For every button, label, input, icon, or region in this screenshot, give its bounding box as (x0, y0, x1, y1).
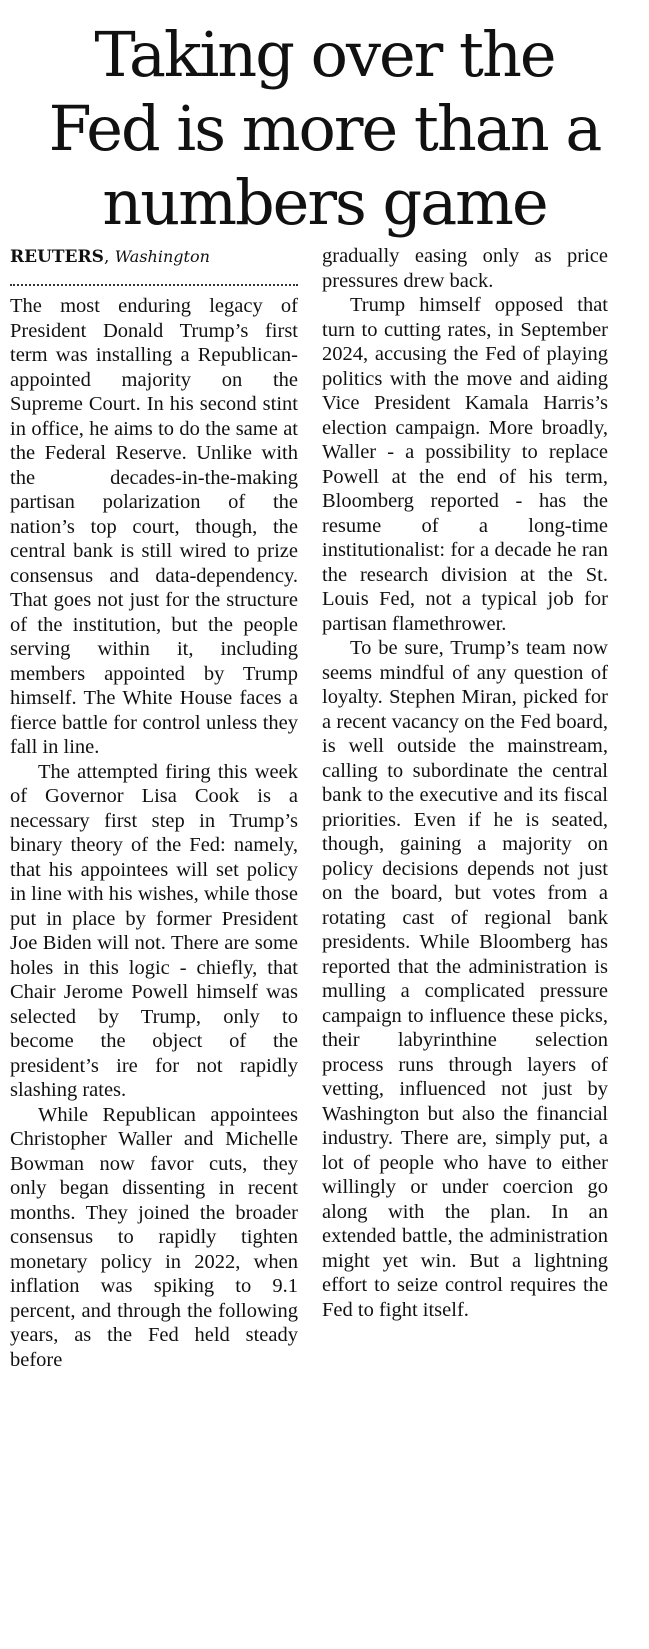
headline-line-2: Fed is more than a (48, 92, 601, 165)
article-column-left (10, 294, 298, 1372)
article-paragraph-2: The attempted firing this week of Governor Lisa Cook is a necessary first step in Trump’s binary theory of the Fed: namely, that his appointees will set policy in line with his wishes, while those put in place by former President Joe Biden will not. There are some holes in this logic - chiefly, that Chair Jerome Powell himself was selected by Trump, only to become the object of the president’s ire for not rapidly slashing rates. (10, 760, 298, 1101)
byline-location: Washington (114, 247, 210, 266)
article-paragraph-4: Trump himself opposed that turn to cutting rates, in September 2024, accusing the Fed of playing politics with the move and aiding Vice President Kamala Harris’s election campaign. More broadly, Waller - a possibility to replace Powell at the end of his term, Bloomberg reported - has the resume of a long-time institutionalist: for a decade he ran the research division at the St. Louis Fed, not a typical job for partisan flamethrower. (322, 294, 608, 635)
byline (10, 246, 298, 268)
headline (0, 18, 649, 240)
article-paragraph-1: The most enduring legacy of President Donald Trump’s first term was installing a Republican-appointed majority on the Supreme Court. In his second stint in office, he aims to do the same at the Federal Reserve. Unlike with the decades-in-the-making partisan polarization of the nation’s top court, though, the central bank is still wired to prize consensus and data-dependency. That goes not just for the structure of the institution, but the people serving within it, including members appointed by Trump himself. The White House faces a fierce battle for control unless they fall in line. (10, 295, 298, 758)
article-paragraph-5: To be sure, Trump’s team now seems mindful of any question of loyalty. Stephen Miran, picked for a recent vacancy on the Fed board, is well outside the mainstream, calling to subordinate the central bank to the executive and its fiscal priorities. Even if he is seated, though, gaining a majority on policy decisions depends not just on the board, but votes from a rotating cast of regional bank presidents. While Bloomberg has reported that the administration is mulling a complicated pressure campaign to influence these picks, their labyrinthine selection process runs through layers of vetting, influenced not just by Washington but also the financial industry. There are, simply put, a lot of people who have to either willingly or under coercion go along with the plan. In an extended battle, the administration might yet win. But a lightning effort to seize control requires the Fed to fight itself. (322, 637, 608, 1321)
byline-divider (10, 284, 298, 286)
byline-agency: REUTERS (10, 247, 104, 267)
byline-separator: , (103, 247, 115, 267)
article-paragraph-3: While Republican appointees Christopher Waller and Michelle Bowman now favor cuts, they only began dissenting in recent months. They joined the broader consensus to rapidly tighten monetary policy in 2022, when inflation was spiking to 9.1 percent, and through the following years, as the Fed held steady before (10, 1103, 298, 1371)
article-paragraph-3-continued: gradually easing only as price pressures drew back. (322, 245, 608, 292)
headline-line-1: Taking over the (94, 18, 555, 91)
article-column-right (322, 244, 608, 1322)
headline-line-3: numbers game (102, 166, 547, 239)
